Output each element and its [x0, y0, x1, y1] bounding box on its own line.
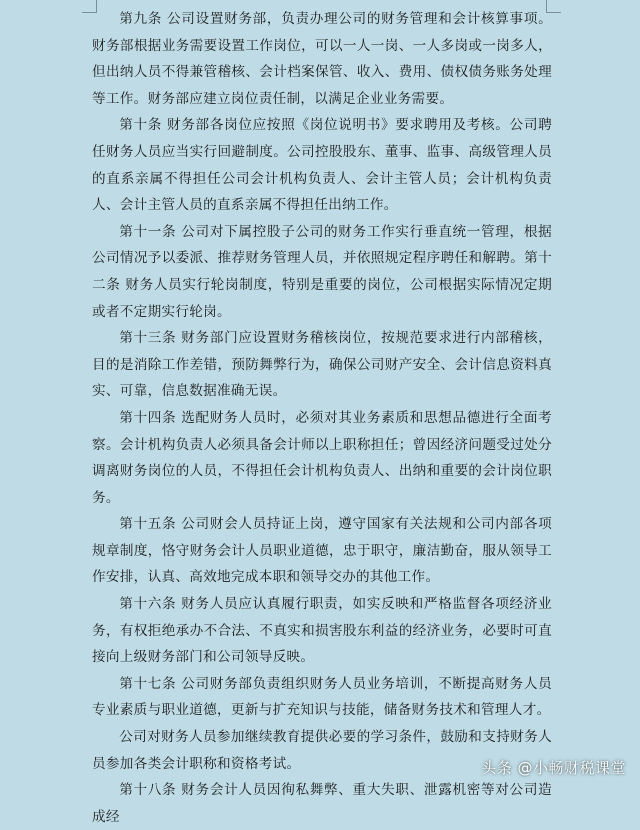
paragraph-article-17: 第十七条 公司财务部负责组织财务人员业务培训，不断提高财务人员专业素质与职业道德，更新与扩充知识与技能，储备财务技术和管理人才。 — [92, 675, 552, 719]
paragraph-article-11-12: 第十一条 公司对下属控股子公司的财务工作实行垂直统一管理，根据公司情况予以委派、推荐财务管理人员，并依照规定程序聘任和解聘。第十二条 财务人员实行轮岗制度，特别是重要的岗位，公司根据实际情况定期或者不定期实行轮岗。 — [92, 223, 552, 320]
paragraph-article-14: 第十四条 选配财务人员时，必须对其业务素质和思想品德进行全面考察。会计机构负责人必须具备会计师以上职称担任；曾因经济问题受过处分调离财务岗位的人员，不得担任会计机构负责人、出纳和重要的会计岗位职务。 — [92, 409, 552, 506]
paragraph-article-18: 第十八条 财务会计人员因徇私舞弊、重大失职、泄露机密等对公司造成经 — [92, 782, 552, 825]
paragraph-continuing-education: 公司对财务人员参加继续教育提供必要的学习条件，鼓励和支持财务人员参加各类会计职称和资格考试。 — [92, 729, 552, 772]
source-watermark: 头条 @小畅财税课堂 — [481, 759, 626, 777]
paragraph-article-16: 第十六条 财务人员应认真履行职责，如实反映和严格监督各项经济业务，有权拒绝承办不合法、不真实和损害股东利益的经济业务，必要时可直接向上级财务部门和公司领导反映。 — [92, 596, 552, 666]
paragraph-article-10: 第十条 财务部各岗位应按照《岗位说明书》要求聘用及考核。公司聘任财务人员应当实行回避制度。公司控股股东、董事、监事、高级管理人员的直系亲属不得担任公司会计机构负责人、会计主管人员；会计机构负责人、会计主管人员的直系亲属不得担任出纳工作。 — [92, 117, 552, 214]
paragraph-article-13: 第十三条 财务部门应设置财务稽核岗位，按规范要求进行内部稽核，目的是消除工作差错，预防舞弊行为，确保公司财产安全、会计信息资料真实、可靠，信息数据准确无误。 — [92, 330, 552, 400]
paragraph-article-15: 第十五条 公司财会人员持证上岗，遵守国家有关法规和公司内部各项规章制度，恪守财务会计人员职业道德，忠于职守，廉洁勤奋，服从领导工作安排，认真、高效地完成本职和领导交办的其他工作。 — [92, 516, 552, 586]
paragraph-article-9: 第九条 公司设置财务部，负责办理公司的财务管理和会计核算事项。财务部根据业务需要设置工作岗位，可以一人一岗、一人多岗或一岗多人，但出纳人员不得兼管稽核、会计档案保管、收入、费用、债权债务账务处理等工作。财务部应建立岗位责任制，以满足企业业务需要。 — [92, 11, 552, 107]
document-body — [92, 6, 552, 830]
